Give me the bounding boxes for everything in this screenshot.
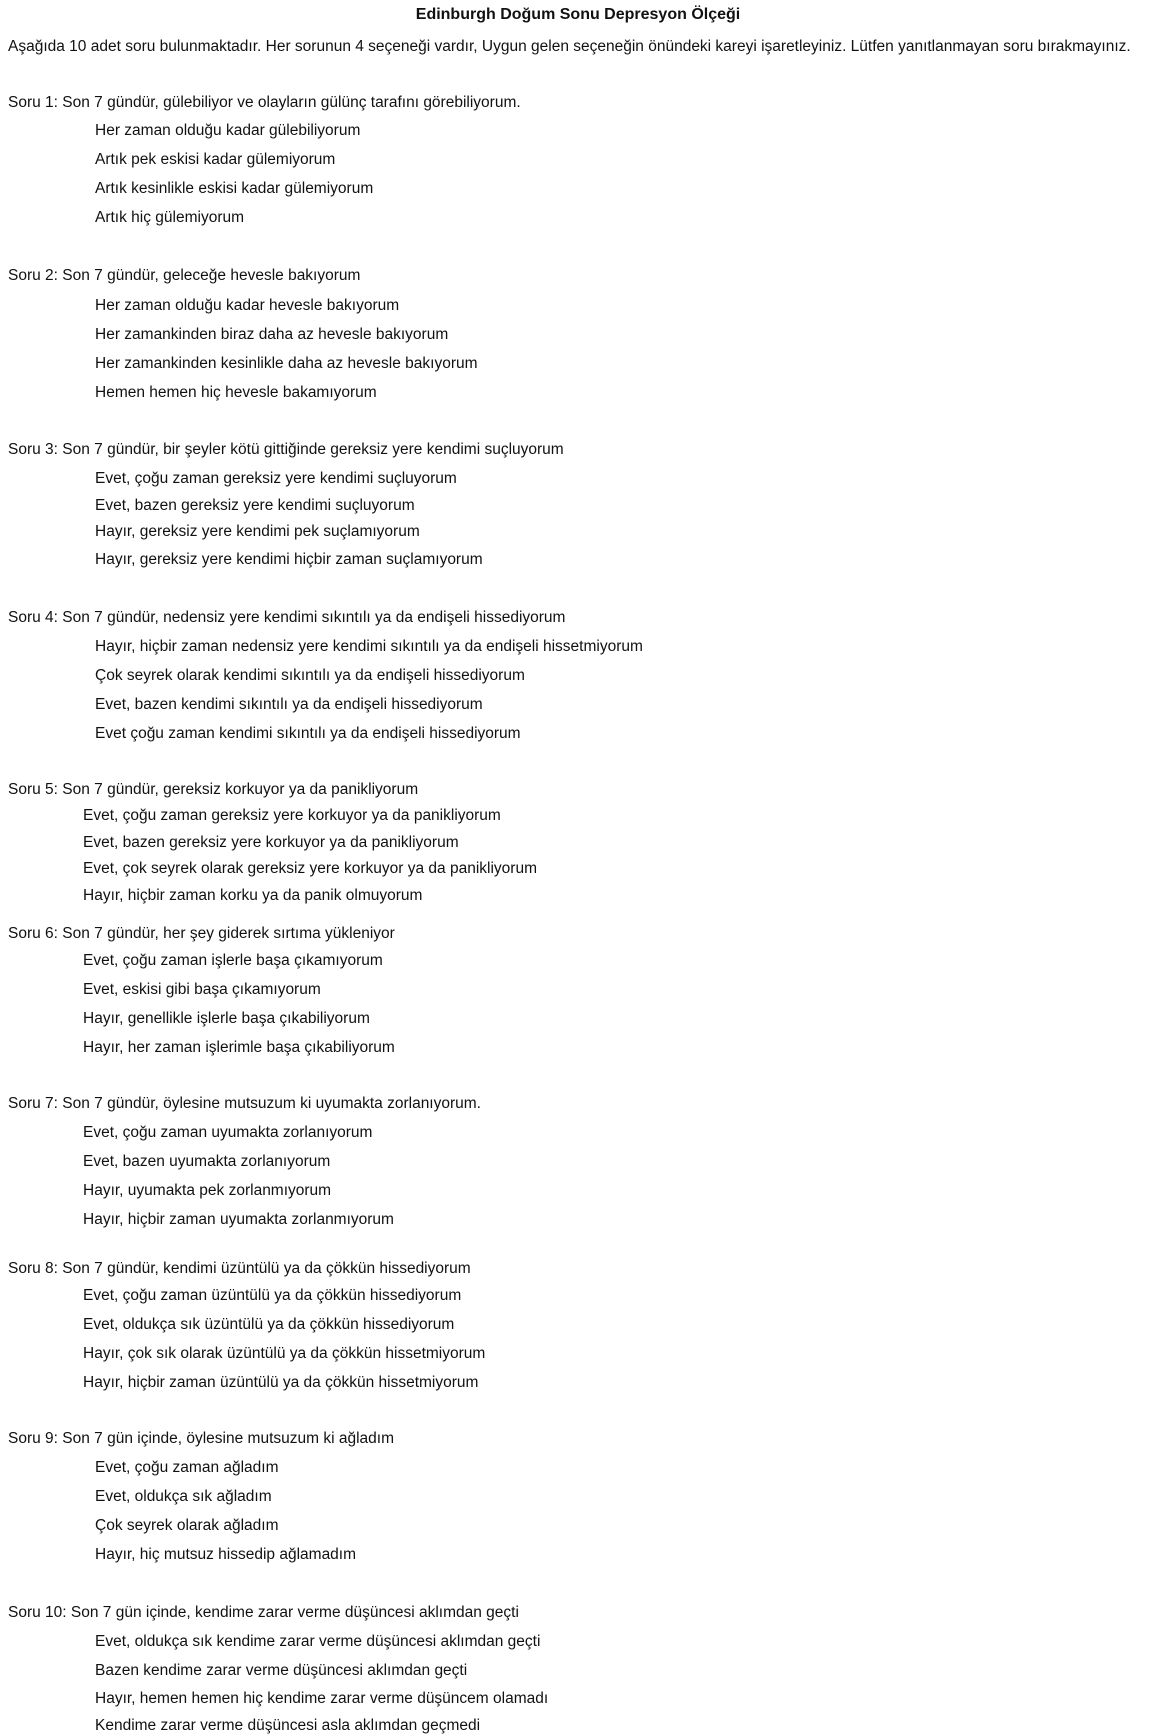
- question-10-option-1[interactable]: Evet, oldukça sık kendime zarar verme düşüncesi aklımdan geçti: [95, 1633, 541, 1650]
- question-2-option-3[interactable]: Her zamankinden kesinlikle daha az hevesle bakıyorum: [95, 355, 478, 372]
- question-1-option-3[interactable]: Artık kesinlikle eskisi kadar gülemiyorum: [95, 180, 374, 197]
- question-5-option-1[interactable]: Evet, çoğu zaman gereksiz yere korkuyor ya da panikliyorum: [83, 807, 501, 824]
- question-8-option-3[interactable]: Hayır, çok sık olarak üzüntülü ya da çökkün hissetmiyorum: [83, 1345, 486, 1362]
- question-6-option-3[interactable]: Hayır, genellikle işlerle başa çıkabiliyorum: [83, 1010, 370, 1027]
- question-3-option-3[interactable]: Hayır, gereksiz yere kendimi pek suçlamıyorum: [95, 523, 420, 540]
- question-8-option-4[interactable]: Hayır, hiçbir zaman üzüntülü ya da çökkün hissetmiyorum: [83, 1374, 479, 1391]
- question-1-option-4[interactable]: Artık hiç gülemiyorum: [95, 209, 245, 226]
- instructions-text: Aşağıda 10 adet soru bulunmaktadır. Her sorunun 4 seçeneği vardır, Uygun gelen seçeneğin önündeki kareyi işaretleyiniz. Lütfen yanıtlanmayan soru bırakmayınız.: [8, 38, 1131, 55]
- question-8-text: Soru 8: Son 7 gündür, kendimi üzüntülü ya da çökkün hissediyorum: [8, 1260, 471, 1277]
- question-8-option-2[interactable]: Evet, oldukça sık üzüntülü ya da çökkün hissediyorum: [83, 1316, 455, 1333]
- question-6-option-1[interactable]: Evet, çoğu zaman işlerle başa çıkamıyorum: [83, 952, 383, 969]
- question-3-text: Soru 3: Son 7 gündür, bir şeyler kötü gittiğinde gereksiz yere kendimi suçluyorum: [8, 441, 564, 458]
- question-7-option-3[interactable]: Hayır, uyumakta pek zorlanmıyorum: [83, 1182, 332, 1199]
- question-7-text: Soru 7: Son 7 gündür, öylesine mutsuzum ki uyumakta zorlanıyorum.: [8, 1095, 481, 1112]
- question-4-option-1[interactable]: Hayır, hiçbir zaman nedensiz yere kendimi sıkıntılı ya da endişeli hissetmiyorum: [95, 638, 643, 655]
- question-7-option-2[interactable]: Evet, bazen uyumakta zorlanıyorum: [83, 1153, 331, 1170]
- question-2-option-2[interactable]: Her zamankinden biraz daha az hevesle bakıyorum: [95, 326, 449, 343]
- question-5-text: Soru 5: Son 7 gündür, gereksiz korkuyor ya da panikliyorum: [8, 781, 419, 798]
- question-1-option-1[interactable]: Her zaman olduğu kadar gülebiliyorum: [95, 122, 361, 139]
- question-9-option-1[interactable]: Evet, çoğu zaman ağladım: [95, 1459, 279, 1476]
- question-10-text: Soru 10: Son 7 gün içinde, kendime zarar verme düşüncesi aklımdan geçti: [8, 1604, 519, 1621]
- question-3-option-2[interactable]: Evet, bazen gereksiz yere kendimi suçluyorum: [95, 497, 415, 514]
- question-4-text: Soru 4: Son 7 gündür, nedensiz yere kendimi sıkıntılı ya da endişeli hissediyorum: [8, 609, 566, 626]
- question-10-option-2[interactable]: Bazen kendime zarar verme düşüncesi aklımdan geçti: [95, 1662, 468, 1679]
- question-1-text: Soru 1: Son 7 gündür, gülebiliyor ve olayların gülünç tarafını görebiliyorum.: [8, 94, 521, 111]
- question-3-option-1[interactable]: Evet, çoğu zaman gereksiz yere kendimi suçluyorum: [95, 470, 457, 487]
- page-title: Edinburgh Doğum Sonu Depresyon Ölçeği: [415, 6, 741, 23]
- question-2-option-4[interactable]: Hemen hemen hiç hevesle bakamıyorum: [95, 384, 377, 401]
- question-7-option-4[interactable]: Hayır, hiçbir zaman uyumakta zorlanmıyorum: [83, 1211, 394, 1228]
- question-5-option-4[interactable]: Hayır, hiçbir zaman korku ya da panik olmuyorum: [83, 887, 423, 904]
- question-3-option-4[interactable]: Hayır, gereksiz yere kendimi hiçbir zaman suçlamıyorum: [95, 551, 483, 568]
- question-2-text: Soru 2: Son 7 gündür, geleceğe hevesle bakıyorum: [8, 267, 361, 284]
- question-9-option-4[interactable]: Hayır, hiç mutsuz hissedip ağlamadım: [95, 1546, 357, 1563]
- question-10-option-4[interactable]: Kendime zarar verme düşüncesi asla aklımdan geçmedi: [95, 1717, 481, 1734]
- question-5-option-2[interactable]: Evet, bazen gereksiz yere korkuyor ya da panikliyorum: [83, 834, 459, 851]
- question-7-option-1[interactable]: Evet, çoğu zaman uyumakta zorlanıyorum: [83, 1124, 373, 1141]
- question-6-option-2[interactable]: Evet, eskisi gibi başa çıkamıyorum: [83, 981, 321, 998]
- question-9-option-3[interactable]: Çok seyrek olarak ağladım: [95, 1517, 279, 1534]
- question-2-option-1[interactable]: Her zaman olduğu kadar hevesle bakıyorum: [95, 297, 400, 314]
- question-10-option-3[interactable]: Hayır, hemen hemen hiç kendime zarar verme düşüncem olamadı: [95, 1690, 549, 1707]
- question-4-option-3[interactable]: Evet, bazen kendimi sıkıntılı ya da endişeli hissediyorum: [95, 696, 483, 713]
- question-6-option-4[interactable]: Hayır, her zaman işlerimle başa çıkabiliyorum: [83, 1039, 395, 1056]
- question-4-option-2[interactable]: Çok seyrek olarak kendimi sıkıntılı ya da endişeli hissediyorum: [95, 667, 525, 684]
- question-4-option-4[interactable]: Evet çoğu zaman kendimi sıkıntılı ya da endişeli hissediyorum: [95, 725, 521, 742]
- question-9-text: Soru 9: Son 7 gün içinde, öylesine mutsuzum ki ağladım: [8, 1430, 394, 1447]
- question-1-option-2[interactable]: Artık pek eskisi kadar gülemiyorum: [95, 151, 336, 168]
- question-8-option-1[interactable]: Evet, çoğu zaman üzüntülü ya da çökkün hissediyorum: [83, 1287, 462, 1304]
- question-6-text: Soru 6: Son 7 gündür, her şey giderek sırtıma yükleniyor: [8, 925, 395, 942]
- question-9-option-2[interactable]: Evet, oldukça sık ağladım: [95, 1488, 272, 1505]
- question-5-option-3[interactable]: Evet, çok seyrek olarak gereksiz yere korkuyor ya da panikliyorum: [83, 860, 537, 877]
